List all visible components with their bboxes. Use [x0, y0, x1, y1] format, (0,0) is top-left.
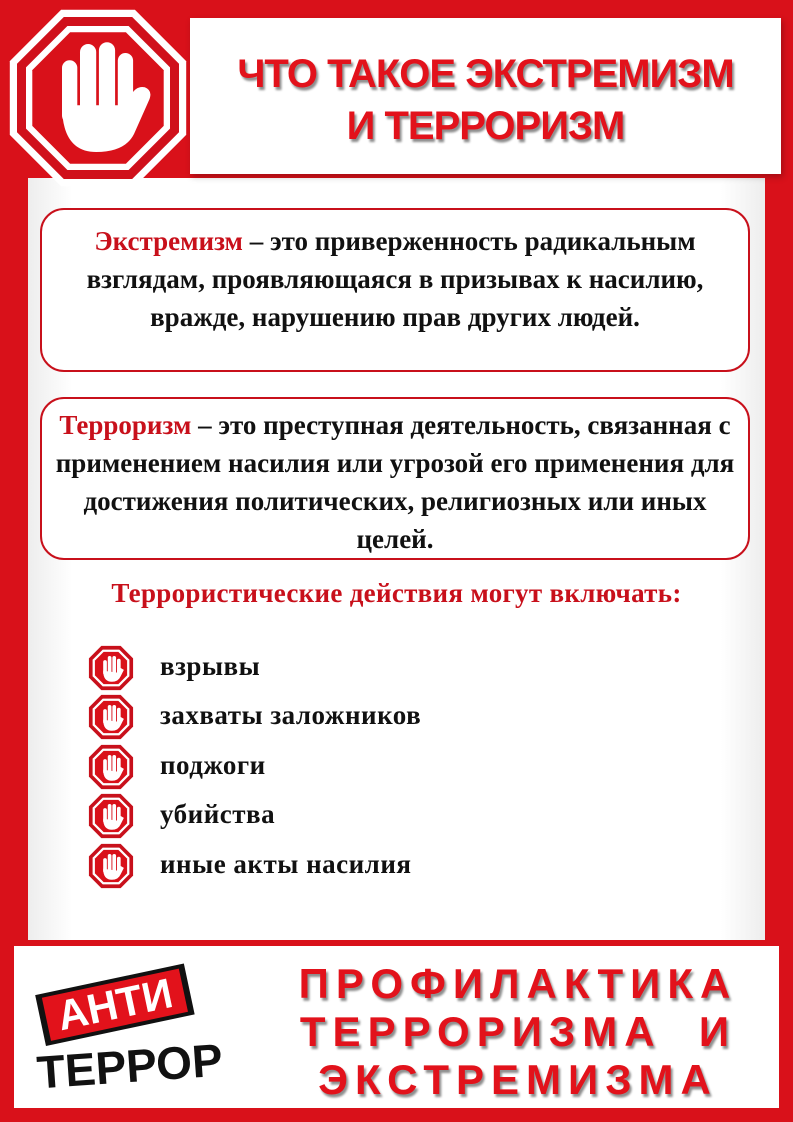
extremism-text: – это приверженность радикальным взглядам, проявляющаяся в призывах к насилию, вражде, нарушению прав других людей.: [86, 226, 704, 332]
slogan-line-1: ПРОФИЛАКТИКА: [298, 960, 738, 1007]
actions-intro: Террористические действия могут включать:: [111, 578, 682, 608]
stop-hand-bullet-icon: [88, 694, 134, 740]
stop-hand-icon: [8, 8, 188, 188]
stop-hand-bullet-icon: [88, 744, 134, 790]
stop-hand-bullet-icon: [88, 645, 134, 691]
terrorism-definition: [40, 397, 750, 560]
slogan-line-2: ТЕРРОРИЗМА И: [299, 1008, 737, 1055]
slogan-line-3: ЭКСТРЕМИЗМА: [318, 1056, 718, 1103]
list-item: [86, 791, 686, 839]
logo-anti-text: АНТИ: [52, 969, 177, 1040]
stop-hand-bullet-icon: [88, 843, 134, 889]
terrorism-term: Терроризм: [59, 410, 192, 440]
list-item: [86, 692, 686, 740]
extremism-term: Экстремизм: [94, 226, 243, 256]
list-item: [86, 841, 686, 889]
page-title-line-2: И ТЕРРОРИЗМ: [346, 104, 625, 148]
list-item-label: убийства: [160, 799, 276, 829]
title-panel: [190, 18, 781, 174]
list-item-label: иные акты насилия: [160, 849, 412, 879]
anti-terror-logo: [18, 960, 238, 1100]
extremism-definition: [40, 208, 750, 372]
list-item: [86, 742, 686, 790]
terrorism-text: – это преступная деятельность, связанная с применением насилия или угрозой его применения для достижения политических, религиозных или иных целей.: [55, 410, 735, 554]
list-item-label: взрывы: [160, 651, 261, 681]
list-item-label: захваты заложников: [160, 700, 422, 730]
list-item-label: поджоги: [160, 750, 266, 780]
list-item: [86, 643, 686, 691]
logo-terror-text: ТЕРРОР: [35, 1033, 225, 1099]
page-title-line-1: ЧТО ТАКОЕ ЭКСТРЕМИЗМ: [237, 52, 734, 96]
stop-hand-bullet-icon: [88, 793, 134, 839]
